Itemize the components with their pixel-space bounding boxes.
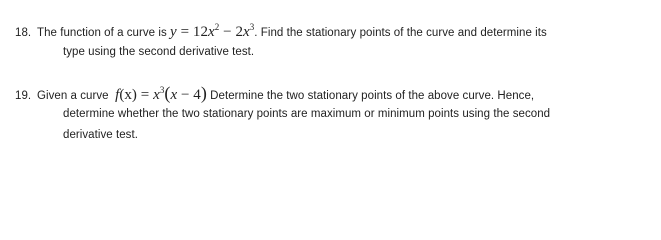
equation-operator: − <box>180 87 190 103</box>
equation-function-name: f <box>115 87 120 103</box>
question-text: type using the second derivative test. <box>63 46 255 58</box>
equation-argument: (x) <box>119 87 137 103</box>
equation-operator: − <box>223 24 232 40</box>
question-text: . Find the stationary points of the curve and determine its <box>254 27 547 39</box>
equation-var: x <box>243 24 250 40</box>
equation-exponent: 3 <box>249 22 255 32</box>
equation-coef: 2 <box>235 24 243 40</box>
question-19-line-2 <box>15 104 655 125</box>
equation-equals: = <box>180 24 190 40</box>
question-text: Given a curve <box>37 90 109 102</box>
question-text: Determine the two stationary points of the above curve. Hence, <box>210 90 535 102</box>
question-19-line-3 <box>15 125 655 146</box>
equation-var: x <box>208 24 215 40</box>
question-19 <box>15 83 655 146</box>
equation-coef: 12 <box>192 24 209 40</box>
equation-exponent: 2 <box>214 22 220 32</box>
question-number: 19. <box>15 90 32 102</box>
equation-var: x <box>153 87 160 103</box>
question-number: 18. <box>15 27 32 39</box>
equation-coef: 4 <box>193 87 201 103</box>
equation-paren: ) <box>200 83 207 103</box>
equation-equals: = <box>140 87 150 103</box>
question-18-line-2 <box>15 42 655 62</box>
question-text: The function of a curve is <box>37 27 167 39</box>
question-text: derivative test. <box>63 129 138 141</box>
equation-var: y <box>170 24 177 40</box>
question-18-line-1 <box>15 22 655 42</box>
question-text: determine whether the two stationary points are maximum or minimum points using the second <box>63 108 551 120</box>
equation-paren: ( <box>164 83 171 103</box>
equation <box>115 83 207 103</box>
question-19-line-1 <box>15 83 655 104</box>
equation <box>170 24 254 40</box>
question-18 <box>15 22 655 62</box>
equation-exponent: 3 <box>159 85 165 95</box>
equation-var: x <box>170 87 178 103</box>
